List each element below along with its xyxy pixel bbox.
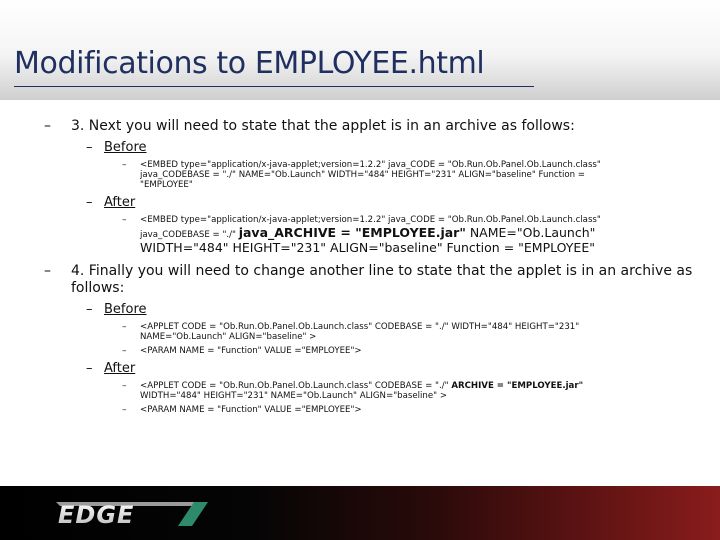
bullet-dash: – [122,160,127,170]
code-text: <PARAM NAME = "Function" VALUE ="EMPLOYEE"> [140,346,362,356]
before-label: Before [104,302,147,317]
bullet-step-4 [0,263,720,297]
code-text-tail: WIDTH="484" HEIGHT="231" NAME="Ob.Launch" ALIGN="baseline" > [140,391,448,401]
code-text-tail: NAME="Ob.Launch" WIDTH="484" HEIGHT="231" ALIGN="baseline" Function = "EMPLOYEE" [140,225,596,255]
code-text: <PARAM NAME = "Function" VALUE ="EMPLOYEE"> [140,405,362,415]
code-highlight-archive: ARCHIVE = "EMPLOYEE.jar" [451,381,584,391]
code-text: <APPLET CODE = "Ob.Run.Ob.Panel.Ob.Launch.class" CODEBASE = "./" WIDTH="484" HEIGHT="231" NAME="Ob.Launch" ALIGN="baseline" > [140,322,580,342]
after-heading [0,361,720,377]
bullet-dash: – [44,118,51,134]
after-heading [0,195,720,211]
code-applet-after [0,381,720,401]
after-label: After [104,195,136,210]
bullet-dash: – [86,361,93,376]
edge-logo-icon [44,498,214,528]
slide-title: Modifications to EMPLOYEE.html [14,46,485,81]
bullet-dash: – [122,405,127,415]
footer-band [0,486,720,540]
code-text: <EMBED type="application/x-java-applet;version=1.2.2" java_CODE = "Ob.Run.Ob.Panel.Ob.Launch.class" java_CODEBASE = "./" [140,215,601,240]
after-label: After [104,361,136,376]
step-4-text: 4. Finally you will need to change another line to state that the applet is in an archive as follows: [71,263,693,296]
code-embed-before [0,160,720,190]
bullet-dash: – [122,322,127,332]
code-text: <EMBED type="application/x-java-applet;version=1.2.2" java_CODE = "Ob.Run.Ob.Panel.Ob.Launch.class" java_CODEBASE = "./" NAME="Ob.Launch" WIDTH="484" HEIGHT="231" ALIGN="baseline" Function = "EMPLOYEE" [140,160,601,190]
bullet-dash: – [122,381,127,391]
bullet-dash: – [86,195,93,210]
bullet-dash: – [122,346,127,356]
bullet-step-3 [0,118,720,135]
slide-body [0,118,720,415]
bullet-dash: – [122,215,127,225]
code-text: <APPLET CODE = "Ob.Run.Ob.Panel.Ob.Launch.class" CODEBASE = "./" [140,381,452,391]
code-applet-before [0,322,720,342]
code-param-after [0,405,720,415]
before-heading [0,302,720,318]
before-heading [0,140,720,156]
bullet-dash: – [44,263,51,279]
bullet-dash: – [86,140,93,155]
bullet-dash: – [86,302,93,317]
code-embed-after [0,215,720,255]
step-3-text: 3. Next you will need to state that the applet is in an archive as follows: [71,118,575,134]
title-underline [14,86,534,87]
code-param-before [0,346,720,356]
logo-text: EDGE [58,501,135,528]
before-label: Before [104,140,147,155]
code-highlight-archive: java_ARCHIVE = "EMPLOYEE.jar" [238,225,466,240]
